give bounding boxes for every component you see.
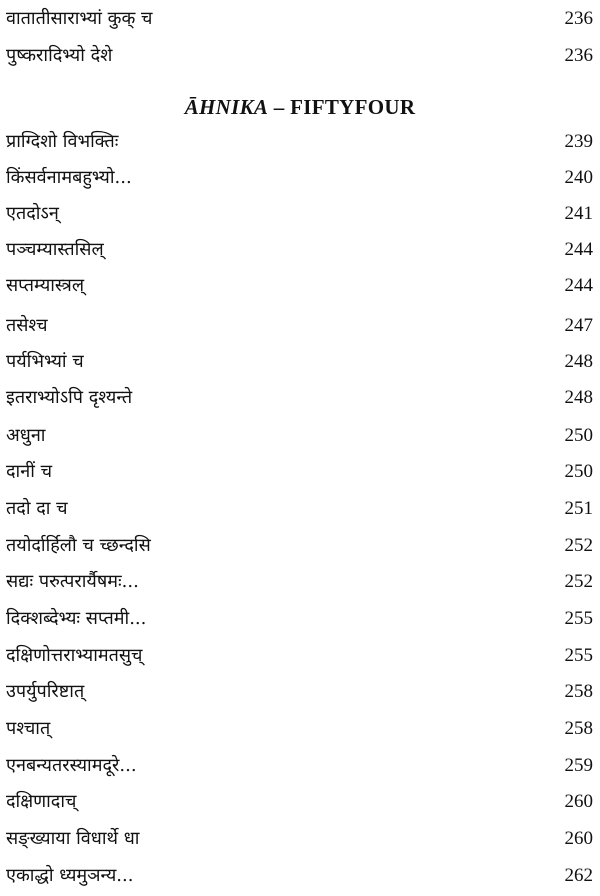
entry-page-number: 255 [564, 645, 593, 666]
toc-entry [6, 641, 593, 671]
toc-entry [6, 41, 593, 71]
entry-title: दिक्शब्देभ्यः सप्तमी... [6, 608, 147, 629]
entry-title: इतराभ्योऽपि दृश्यन्ते [6, 387, 133, 408]
entry-title: किंसर्वनामबहुभ्यो... [6, 167, 132, 188]
entry-page-number: 251 [564, 498, 593, 519]
entry-page-number: 236 [564, 45, 593, 66]
entry-title: सङ्ख्याया विधार्थे धा [6, 828, 140, 849]
entry-page-number: 240 [564, 167, 593, 188]
toc-entry [6, 421, 593, 451]
entry-title: तसेश्च [6, 315, 48, 336]
entry-page-number: 250 [564, 425, 593, 446]
toc-entry [6, 787, 593, 817]
entry-title: सप्तम्यास्त्रल् [6, 275, 85, 296]
entry-title: अधुना [6, 425, 46, 446]
toc-entry [6, 861, 593, 891]
entry-title: प्राग्दिशो विभक्तिः [6, 131, 119, 152]
entry-title: एतदोऽन् [6, 203, 59, 224]
toc-entry [6, 235, 593, 265]
toc-entry [6, 751, 593, 781]
toc-entry [6, 677, 593, 707]
entry-page-number: 241 [564, 203, 593, 224]
entry-title: उपर्युपरिष्टात् [6, 681, 85, 702]
entry-title: दक्षिणादाच् [6, 791, 77, 812]
toc-entry [6, 199, 593, 229]
entry-page-number: 255 [564, 608, 593, 629]
entry-page-number: 248 [564, 351, 593, 372]
entry-title: दक्षिणोत्तराभ्यामतसुच् [6, 645, 143, 666]
entry-page-number: 236 [564, 8, 593, 29]
toc-entry [6, 824, 593, 854]
section-heading [0, 90, 600, 124]
entry-page-number: 244 [564, 239, 593, 260]
entry-title: सद्यः परुत्परार्यैषमः... [6, 571, 139, 592]
toc-entry [6, 604, 593, 634]
entry-page-number: 260 [564, 828, 593, 849]
entry-page-number: 258 [564, 681, 593, 702]
entry-title: पश्चात् [6, 718, 51, 739]
entry-title: पर्यभिभ्यां च [6, 351, 84, 372]
toc-entry [6, 494, 593, 524]
entry-page-number: 244 [564, 275, 593, 296]
entry-page-number: 262 [564, 865, 593, 886]
entry-title: एनबन्यतरस्यामदूरे... [6, 755, 137, 776]
entry-page-number: 258 [564, 718, 593, 739]
entry-page-number: 239 [564, 131, 593, 152]
entry-title: पुष्करादिभ्यो देशे [6, 45, 113, 66]
toc-entry [6, 531, 593, 561]
toc-entry [6, 714, 593, 744]
toc-entry [6, 383, 593, 413]
toc-entry [6, 567, 593, 597]
entry-title: पञ्चम्यास्तसिल् [6, 239, 104, 260]
toc-entry [6, 457, 593, 487]
toc-entry [6, 347, 593, 377]
entry-page-number: 250 [564, 461, 593, 482]
entry-title: तदो दा च [6, 498, 68, 519]
toc-entry [6, 271, 593, 301]
entry-page-number: 247 [564, 315, 593, 336]
entry-page-number: 260 [564, 791, 593, 812]
toc-entry [6, 127, 593, 157]
entry-page-number: 259 [564, 755, 593, 776]
entry-page-number: 248 [564, 387, 593, 408]
toc-entry [6, 311, 593, 341]
entry-title: एकाद्धो ध्यमुञन्य... [6, 865, 134, 886]
entry-page-number: 252 [564, 571, 593, 592]
entry-title: वातातीसाराभ्यां कुक् च [6, 8, 153, 29]
toc-entry [6, 163, 593, 193]
section-heading-rest: – FIFTYFOUR [268, 95, 416, 119]
entry-title: दानीं च [6, 461, 53, 482]
section-heading-italic: ĀHNIKA [184, 95, 269, 119]
entry-page-number: 252 [564, 535, 593, 556]
toc-entry [6, 4, 593, 34]
entry-title: तयोर्दार्हिलौ च च्छन्दसि [6, 535, 151, 556]
